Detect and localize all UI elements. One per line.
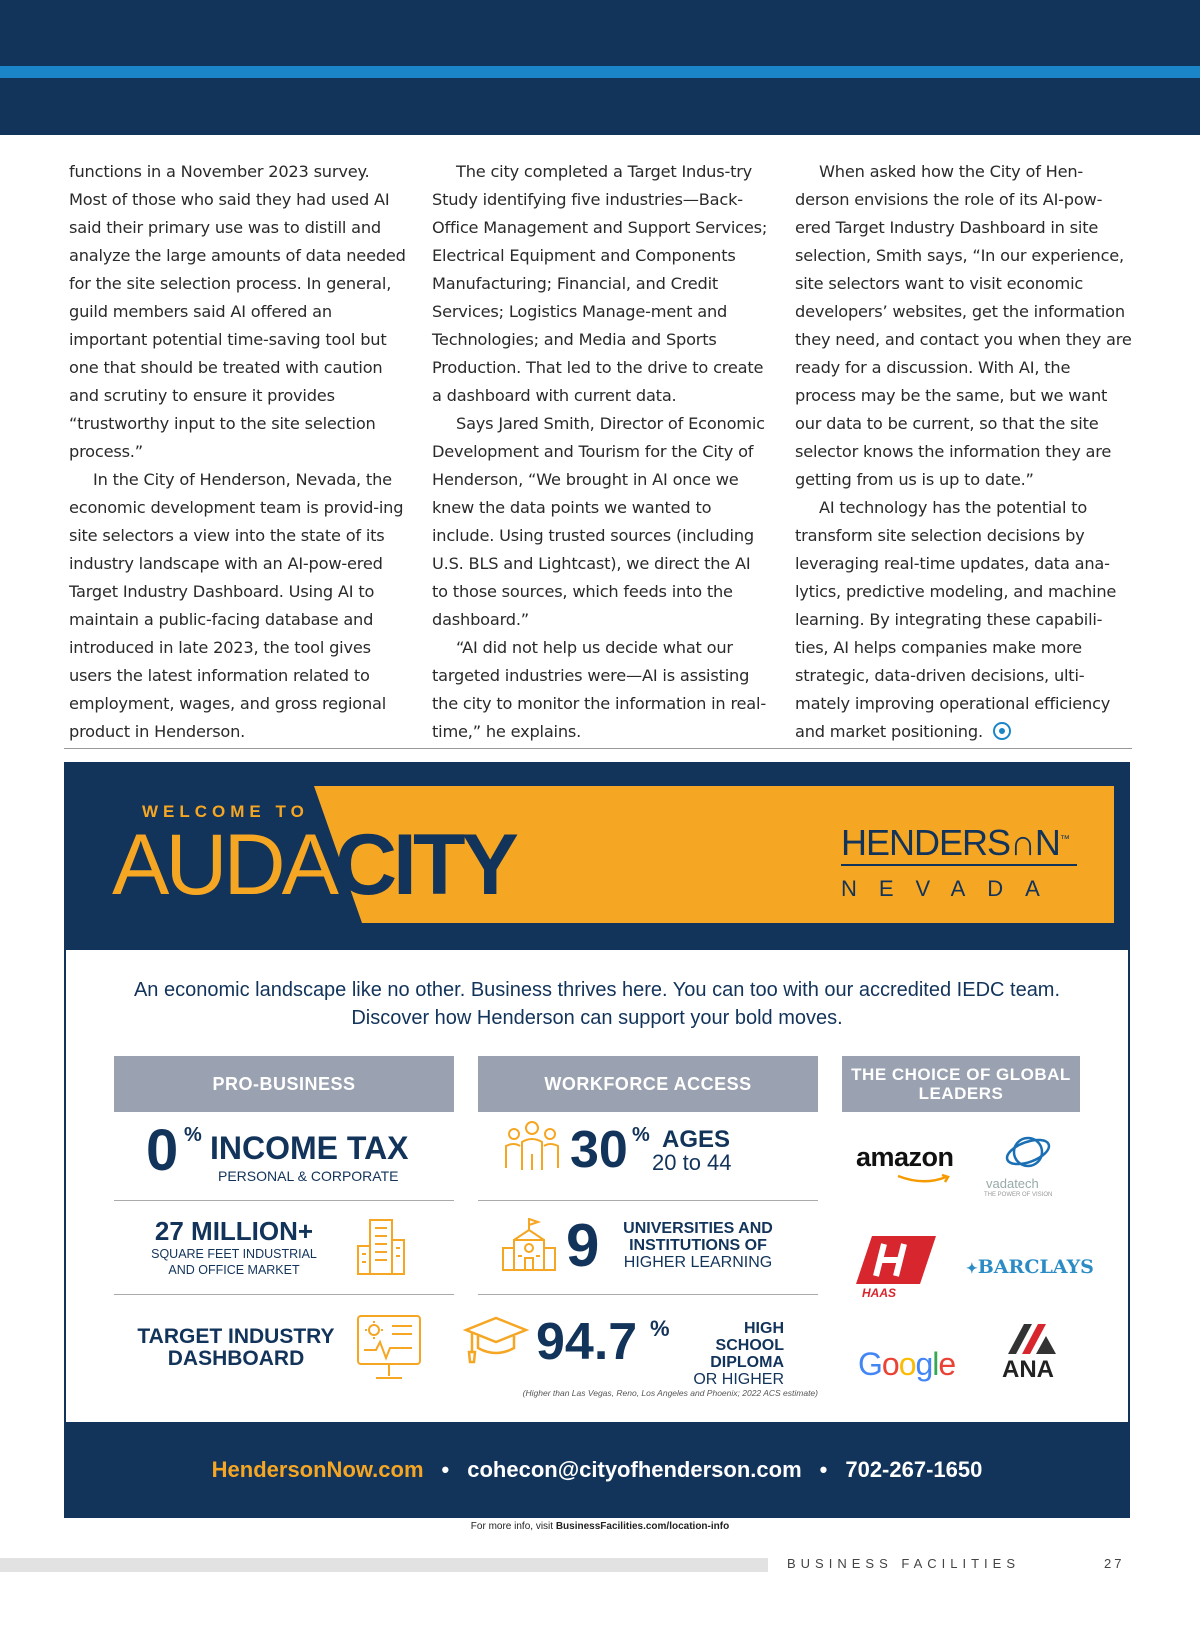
diploma-text: [674, 1320, 784, 1388]
paragraph: functions in a November 2023 survey. Most of those who said they had used AI said their primary use was to distill and analyze the large amounts of data needed for the site selection process. In general, guild members said AI offered an important potential time-saving tool but one that should be treated with caution and scrutiny to ensure it provides “trustworthy input to the site selection process.”: [69, 162, 406, 461]
ana-logo-icon: [1002, 1320, 1062, 1356]
article-column-3: [795, 158, 1132, 746]
henderson-advertisement[interactable]: [64, 762, 1130, 1518]
tax-label: INCOME TAX: [210, 1130, 409, 1166]
leaders-heading: THE CHOICE OF GLOBAL LEADERS: [842, 1056, 1080, 1112]
sqft-subtitle-1: SQUARE FEET INDUSTRIAL: [151, 1247, 317, 1261]
henderson-text: HENDERS∩N: [841, 822, 1060, 863]
building-icon: [356, 1216, 408, 1278]
vadatech-tagline: THE POWER OF VISION: [984, 1192, 1053, 1198]
google-letter: e: [938, 1346, 956, 1382]
haas-text: HAAS: [862, 1286, 897, 1300]
google-logo: [858, 1346, 955, 1383]
trademark: ™: [1059, 834, 1069, 845]
bullet: •: [441, 1457, 450, 1482]
nevada-text: NEVADA: [841, 876, 1062, 901]
paragraph: Says Jared Smith, Director of Economic Development and Tourism for the City of Henderson, “We brought in AI once we knew the data points we wanted to include. Using trusted sources (including U.S. BLS and Lightcast), we direct the AI to those sources, which feeds into the dashboard.”: [432, 414, 765, 629]
ana-text: ANA: [1002, 1356, 1054, 1383]
article-column-2: [432, 158, 769, 746]
tax-percent: %: [184, 1124, 202, 1146]
workforce-heading: WORKFORCE ACCESS: [478, 1056, 818, 1112]
google-letter: g: [915, 1346, 933, 1382]
paragraph: When asked how the City of Hen-derson envisions the role of its AI-pow-ered Target Industry Dashboard in site selection, Smith says, “In our experience, site selectors want to visit economic developers’ websites, get the information they need, and contact you when they are ready for a discussion. With AI, the process may be the same, but we want our data to be current, so that the site selector knows the information they are getting from us is up to date.”: [795, 162, 1132, 489]
divider: [478, 1294, 818, 1295]
barclays-text: BARCLAYS: [977, 1256, 1094, 1278]
universities-number: 9: [566, 1212, 600, 1279]
eagle-icon: ✦: [966, 1261, 978, 1277]
diploma-footnote: (Higher than Las Vegas, Reno, Los Angeles and Phoenix; 2022 ACS estimate): [522, 1388, 818, 1398]
google-letter: o: [881, 1346, 899, 1382]
divider: [114, 1294, 454, 1295]
people-icon: [504, 1120, 560, 1174]
henderson-logo: [841, 822, 1069, 864]
barclays-logo: [966, 1256, 1094, 1278]
header-stripe: [0, 66, 1200, 78]
diploma-line-2: DIPLOMA: [710, 1354, 784, 1371]
ad-contact-bar: [66, 1422, 1128, 1518]
sqft-subtitle-2: AND OFFICE MARKET: [168, 1263, 300, 1277]
universities-line-2: INSTITUTIONS OF: [629, 1237, 767, 1254]
more-info-link[interactable]: BusinessFacilities.com/location-info: [555, 1521, 730, 1532]
footer-bar: [0, 1558, 768, 1572]
audacity-part-2: CITY: [334, 817, 515, 913]
dashboard-line-2: DASHBOARD: [167, 1347, 305, 1370]
ages-label: AGES: [662, 1126, 731, 1153]
ages-number: 30: [570, 1121, 628, 1179]
amazon-logo: amazon: [856, 1142, 954, 1172]
graduation-cap-icon: [462, 1312, 530, 1374]
ages-stat: [570, 1122, 830, 1192]
ages-percent: %: [632, 1124, 650, 1146]
paragraph-text: AI technology has the potential to transform site selection decisions by leveraging real-time updates, data ana-lytics, predictive modeling, and machine learning. By integrating these capabili-ties, AI helps companies make more strategic, data-driven decisions, ulti-mately improving operational efficiency and market positioning.: [795, 498, 1117, 741]
dashboard-monitor-icon: [356, 1314, 422, 1384]
paragraph: The city completed a Target Indus-try Study identifying five industries—Back-Office Management and Support Services; Electrical Equipment and Components Manufacturing; Financial, and Credit Services; Logistics Manage-ment and Technologies; and Media and Sports Production. That led to the drive to create a dashboard with current data.: [432, 162, 768, 405]
tagline-line-2: Discover how Henderson can support your bold moves.: [351, 1007, 843, 1029]
dashboard-line-1: TARGET INDUSTRY: [137, 1325, 335, 1348]
logo-rule: [841, 864, 1077, 866]
income-tax-stat: [146, 1118, 446, 1192]
audacity-part-1: AUDA: [112, 817, 335, 913]
google-letter: l: [932, 1346, 939, 1382]
paragraph: In the City of Henderson, Nevada, the economic development team is provid-ing site selectors a view into the state of its industry landscape with an AI-pow-ered Target Industry Dashboard. Using AI to maintain a public-facing database and introduced in late 2023, the tool gives users the latest information related to employment, wages, and gross regional product in Henderson.: [69, 470, 404, 741]
audacity-logo: [112, 817, 515, 913]
dashboard-stat: [126, 1326, 346, 1370]
ages-range: 20 to 44: [652, 1150, 732, 1175]
diploma-line-3: OR HIGHER: [693, 1371, 784, 1388]
page-number: 27: [1104, 1556, 1125, 1571]
diploma-number: 94.7: [536, 1313, 638, 1371]
ad-tagline: [66, 976, 1128, 1032]
tax-subtitle: PERSONAL & CORPORATE: [218, 1168, 399, 1184]
divider: [478, 1200, 818, 1201]
divider: [114, 1200, 454, 1201]
bullet: •: [819, 1457, 828, 1482]
end-mark-icon: [993, 722, 1011, 740]
more-info-line: [0, 1521, 1200, 1532]
google-letter: G: [858, 1346, 882, 1382]
publication-name: BUSINESS FACILITIES: [787, 1556, 1020, 1571]
square-feet-stat: [114, 1216, 354, 1278]
amazon-smile-icon: [896, 1174, 952, 1184]
tagline-line-1: An economic landscape like no other. Business thrives here. You can too with our accredited IEDC team.: [133, 979, 1061, 1001]
paragraph: “AI did not help us decide what our targeted industries were—AI is assisting the city to monitor the information in real-time,” he explains.: [432, 638, 766, 741]
sqft-number: 27 MILLION+: [154, 1216, 314, 1246]
universities-line-1: UNIVERSITIES AND: [623, 1220, 773, 1237]
welcome-text: WELCOME TO: [142, 802, 309, 821]
more-info-prefix: For more info, visit: [470, 1521, 556, 1532]
vadatech-logo-icon: [998, 1132, 1058, 1172]
google-letter: o: [898, 1346, 916, 1382]
universities-stat: [566, 1210, 826, 1290]
universities-text: [608, 1220, 788, 1271]
diploma-percent: %: [650, 1316, 670, 1341]
tax-number: 0: [146, 1118, 179, 1183]
diploma-stat: [536, 1310, 826, 1388]
universities-line-3: HIGHER LEARNING: [623, 1254, 773, 1271]
article-column-1: [69, 158, 406, 746]
school-icon: [500, 1216, 558, 1274]
website-link[interactable]: HendersonNow.com: [211, 1457, 424, 1482]
phone-number[interactable]: 702-267-1650: [845, 1457, 983, 1482]
email-link[interactable]: cohecon@cityofhenderson.com: [467, 1457, 802, 1482]
pro-business-heading: PRO-BUSINESS: [114, 1056, 454, 1112]
diploma-line-1: HIGH SCHOOL: [715, 1320, 784, 1354]
article-columns: [69, 158, 1133, 746]
vadatech-text: vadatech: [986, 1176, 1039, 1191]
paragraph: [795, 494, 1132, 746]
ad-header: [66, 764, 1128, 950]
section-rule: [64, 748, 1132, 749]
